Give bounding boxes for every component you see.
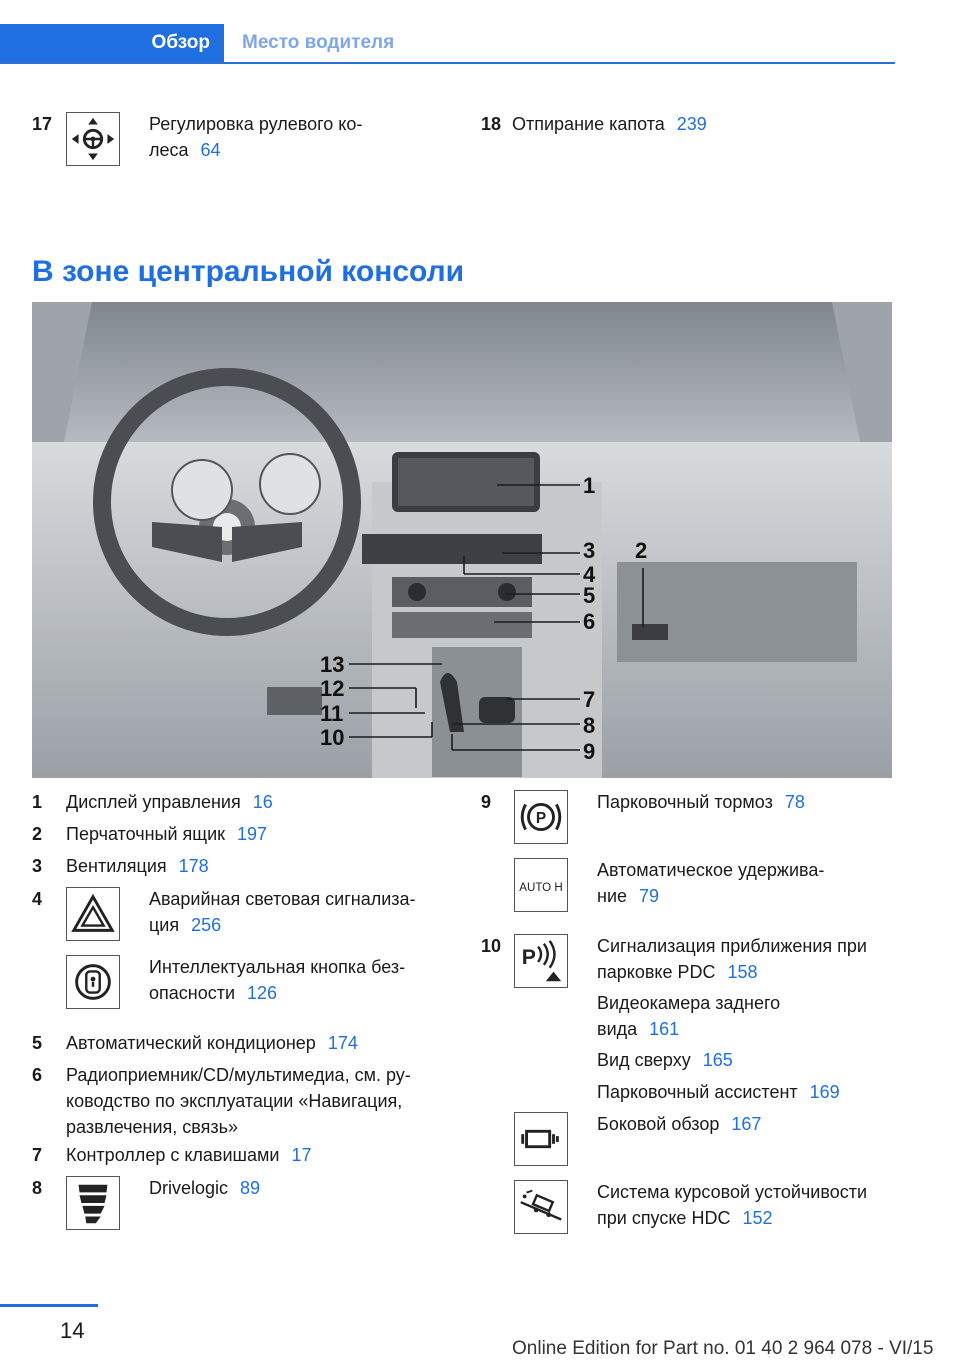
- item-text: [66, 853, 446, 879]
- svg-text:P: P: [535, 809, 547, 827]
- pdc-icon: [514, 934, 568, 988]
- item-text: [66, 821, 446, 847]
- page-link[interactable]: 197: [237, 824, 268, 844]
- item-label: Видеокамера заднего вида: [597, 993, 781, 1039]
- item-label: Система курсовой устойчивости при спуске HDC: [597, 1182, 868, 1228]
- item-text: Радиоприемник/CD/мультимедиа, см. ру-ководство по эксплуатации «Навигация, развлечения, связь»: [66, 1065, 411, 1137]
- item-label: Автоматический кондиционер: [66, 1033, 316, 1053]
- tab-overview[interactable]: Обзор: [0, 24, 224, 62]
- security-button-icon: [66, 955, 120, 1009]
- item-text: [66, 1030, 446, 1056]
- item-label: Отпирание капота: [512, 114, 665, 134]
- callout-label: 7: [583, 687, 596, 712]
- page-link[interactable]: 178: [178, 856, 209, 876]
- page-link[interactable]: 256: [191, 915, 222, 935]
- page-link[interactable]: 16: [252, 792, 273, 812]
- item-number: 3: [32, 856, 43, 876]
- item-text: [66, 789, 446, 815]
- page-link[interactable]: 167: [731, 1114, 762, 1134]
- item-text: [149, 954, 439, 1006]
- item-text: [149, 1175, 439, 1201]
- side-view-icon: [514, 1112, 568, 1166]
- item-number: 2: [32, 824, 43, 844]
- page-number: 14: [60, 1318, 85, 1343]
- item-number: 10: [481, 936, 502, 956]
- hdc-icon: [514, 1180, 568, 1234]
- page-link[interactable]: 78: [784, 792, 805, 812]
- item-text: [597, 1047, 887, 1073]
- item-number: 4: [32, 889, 43, 909]
- item-text: [597, 1079, 887, 1105]
- item-label: Drivelogic: [149, 1178, 229, 1198]
- item-text: [149, 111, 414, 163]
- svg-text:P: P: [521, 945, 536, 969]
- item-number: 8: [32, 1178, 43, 1198]
- item-label: Контроллер с клавишами: [66, 1145, 280, 1165]
- page-link[interactable]: 152: [742, 1208, 773, 1228]
- callout-label: 11: [320, 701, 344, 726]
- item-number: 1: [32, 792, 43, 812]
- item-label: Боковой обзор: [597, 1114, 720, 1134]
- item-label: Перчаточный ящик: [66, 824, 226, 844]
- item-text: [597, 1179, 897, 1231]
- item-label: Сигнализация приближения при парковке PDC: [597, 936, 867, 982]
- page-link[interactable]: 158: [727, 962, 758, 982]
- item-label: Парковочный ассистент: [597, 1082, 798, 1102]
- page-link[interactable]: 169: [809, 1082, 840, 1102]
- item-text: [597, 933, 897, 985]
- item-text: [597, 990, 847, 1042]
- footer-rule: [0, 1304, 98, 1307]
- item-label: Регулировка рулевого ко-леса: [149, 114, 363, 160]
- item-number: 17: [32, 114, 53, 134]
- item-number: 6: [32, 1065, 43, 1085]
- item-number: 18: [481, 114, 502, 134]
- callout-label: 13: [320, 652, 345, 677]
- page-link[interactable]: 64: [200, 140, 221, 160]
- item-label: Дисплей управления: [66, 792, 241, 812]
- steering-adjust-icon: [66, 112, 120, 166]
- item-number: 7: [32, 1145, 43, 1165]
- item-label: Автоматическое удержива-ние: [597, 860, 825, 906]
- callout-label: 4: [583, 562, 596, 587]
- edition-note: Online Edition for Part no. 01 40 2 964 078 - VI/15: [512, 1338, 934, 1359]
- item-text: [149, 886, 439, 938]
- auto-hold-icon: [514, 858, 568, 912]
- page-link[interactable]: 126: [247, 983, 278, 1003]
- item-text: [66, 1142, 446, 1168]
- dashboard-photo: [32, 302, 892, 778]
- item-text: [597, 789, 892, 815]
- item-text: [597, 857, 867, 909]
- tab-bar: [0, 24, 895, 64]
- callout-label: 3: [583, 538, 596, 563]
- page-link[interactable]: 17: [291, 1145, 312, 1165]
- parking-brake-icon: [514, 790, 568, 844]
- item-label: Вид сверху: [597, 1050, 691, 1070]
- callout-label: 1: [583, 473, 596, 498]
- page-link[interactable]: 79: [639, 886, 660, 906]
- item-number: 5: [32, 1033, 43, 1053]
- item-label: Вентиляция: [66, 856, 167, 876]
- drivelogic-icon: [66, 1176, 120, 1230]
- page-link[interactable]: 161: [649, 1019, 680, 1039]
- callout-label: 6: [583, 609, 596, 634]
- callout-label: 10: [320, 725, 345, 750]
- callout-label: 2: [635, 538, 648, 563]
- item-label: Парковочный тормоз: [597, 792, 773, 812]
- item-number: 9: [481, 792, 492, 812]
- item-label: Аварийная световая сигнализа-ция: [149, 889, 416, 935]
- auto-hold-icon-label: AUTO H: [519, 881, 563, 894]
- page-link[interactable]: 89: [240, 1178, 261, 1198]
- tab-driver-area[interactable]: Место водителя: [242, 32, 395, 53]
- callout-label: 8: [583, 713, 596, 738]
- section-title: В зоне центральной консоли: [32, 255, 465, 288]
- item-text: [512, 111, 892, 137]
- page-link[interactable]: 165: [702, 1050, 733, 1070]
- callout-label: 9: [583, 739, 596, 764]
- item-text: [597, 1111, 887, 1137]
- page-link[interactable]: 239: [676, 114, 707, 134]
- page-link[interactable]: 174: [327, 1033, 358, 1053]
- callout-label: 5: [583, 583, 596, 608]
- callout-label: 12: [320, 676, 345, 701]
- item-label: Интеллектуальная кнопка без-опасности: [149, 957, 406, 1003]
- hazard-warning-icon: [66, 887, 120, 941]
